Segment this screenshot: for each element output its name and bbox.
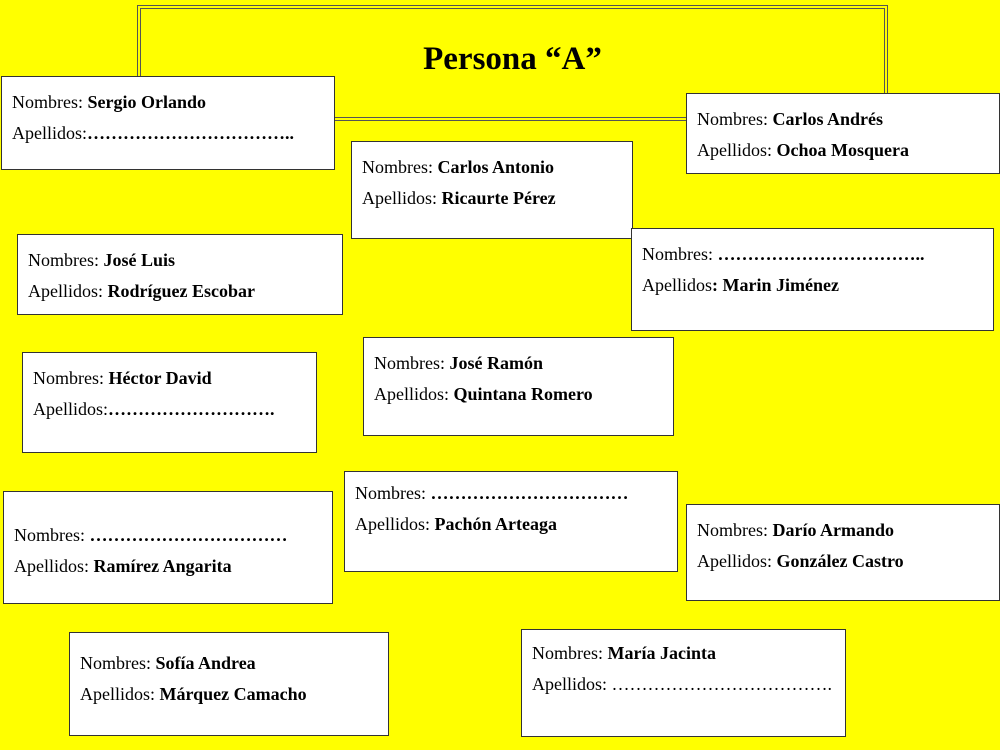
apellidos-value: ………………………. <box>108 399 275 419</box>
apellidos-label: Apellidos: <box>697 140 777 160</box>
apellidos-line <box>532 669 835 700</box>
nombres-value: …………………………… <box>89 525 288 545</box>
apellidos-label: Apellidos: <box>355 514 435 534</box>
nombres-line <box>33 363 306 394</box>
apellidos-value: Ricaurte Pérez <box>441 188 556 208</box>
apellidos-line <box>80 679 378 710</box>
nombres-line <box>532 638 835 669</box>
nombres-value: Carlos Andrés <box>772 109 884 129</box>
person-card-carlos-andres <box>686 93 1000 174</box>
apellidos-label: Apellidos: <box>362 188 442 208</box>
nombres-line <box>355 478 667 509</box>
nombres-value: Sergio Orlando <box>87 92 207 112</box>
apellidos-line <box>697 135 989 166</box>
person-card-maria-jacinta <box>521 629 846 737</box>
apellidos-value: Pachón Arteaga <box>434 514 557 534</box>
apellidos-value: Ochoa Mosquera <box>776 140 909 160</box>
connector-line <box>332 117 687 121</box>
nombres-value: Héctor David <box>108 368 212 388</box>
nombres-value: …………………………….. <box>717 244 925 264</box>
apellidos-value: ………………………………. <box>611 674 832 694</box>
person-card-sofia-andrea <box>69 632 389 736</box>
apellidos-label: Apellidos: <box>80 684 160 704</box>
person-card-hector-david <box>22 352 317 453</box>
nombres-label: Nombres: <box>697 109 773 129</box>
nombres-line <box>374 348 663 379</box>
nombres-value: José Luis <box>103 250 176 270</box>
apellidos-value: Rodríguez Escobar <box>107 281 255 301</box>
apellidos-label: Apellidos <box>642 275 712 295</box>
apellidos-label: Apellidos: <box>12 123 87 143</box>
nombres-line <box>697 104 989 135</box>
person-card-ramirez-angarita <box>3 491 333 604</box>
apellidos-line <box>12 118 324 149</box>
nombres-line <box>12 87 324 118</box>
nombres-value: …………………………… <box>430 483 629 503</box>
apellidos-value: Ramírez Angarita <box>93 556 232 576</box>
person-card-pachon-arteaga <box>344 471 678 572</box>
apellidos-label: Apellidos: <box>14 556 94 576</box>
apellidos-label: Apellidos: <box>28 281 108 301</box>
nombres-label: Nombres: <box>12 92 88 112</box>
apellidos-value: …………………………….. <box>87 123 294 143</box>
nombres-label: Nombres: <box>532 643 608 663</box>
nombres-line <box>80 648 378 679</box>
nombres-label: Nombres: <box>355 483 431 503</box>
person-card-marin-jimenez <box>631 228 994 331</box>
nombres-line <box>642 239 983 270</box>
apellidos-line <box>33 394 306 425</box>
nombres-label: Nombres: <box>374 353 450 373</box>
apellidos-value: : Marin Jiménez <box>712 275 839 295</box>
nombres-label: Nombres: <box>28 250 104 270</box>
nombres-value: Darío Armando <box>772 520 894 540</box>
person-card-jose-ramon <box>363 337 674 436</box>
apellidos-line <box>28 276 332 307</box>
nombres-label: Nombres: <box>642 244 718 264</box>
nombres-line <box>28 245 332 276</box>
page-title: Persona “A” <box>423 41 602 77</box>
person-card-carlos-antonio <box>351 141 633 239</box>
nombres-value: María Jacinta <box>607 643 716 663</box>
nombres-label: Nombres: <box>697 520 773 540</box>
apellidos-label: Apellidos: <box>33 399 108 419</box>
nombres-line <box>14 520 322 551</box>
nombres-label: Nombres: <box>362 157 438 177</box>
nombres-line <box>697 515 989 546</box>
apellidos-line <box>362 183 622 214</box>
nombres-label: Nombres: <box>33 368 109 388</box>
nombres-value: Sofía Andrea <box>155 653 256 673</box>
nombres-line <box>362 152 622 183</box>
nombres-label: Nombres: <box>80 653 156 673</box>
apellidos-label: Apellidos: <box>532 674 612 694</box>
apellidos-label: Apellidos: <box>697 551 777 571</box>
person-card-sergio-orlando <box>1 76 335 170</box>
apellidos-line <box>642 270 983 301</box>
apellidos-label: Apellidos: <box>374 384 454 404</box>
apellidos-line <box>355 509 667 540</box>
person-card-jose-luis <box>17 234 343 315</box>
nombres-label: Nombres: <box>14 525 90 545</box>
apellidos-line <box>14 551 322 582</box>
apellidos-value: Márquez Camacho <box>159 684 307 704</box>
apellidos-value: González Castro <box>776 551 904 571</box>
person-card-dario-armando <box>686 504 1000 601</box>
nombres-value: Carlos Antonio <box>437 157 555 177</box>
apellidos-line <box>374 379 663 410</box>
apellidos-line <box>697 546 989 577</box>
nombres-value: José Ramón <box>449 353 543 373</box>
apellidos-value: Quintana Romero <box>453 384 593 404</box>
